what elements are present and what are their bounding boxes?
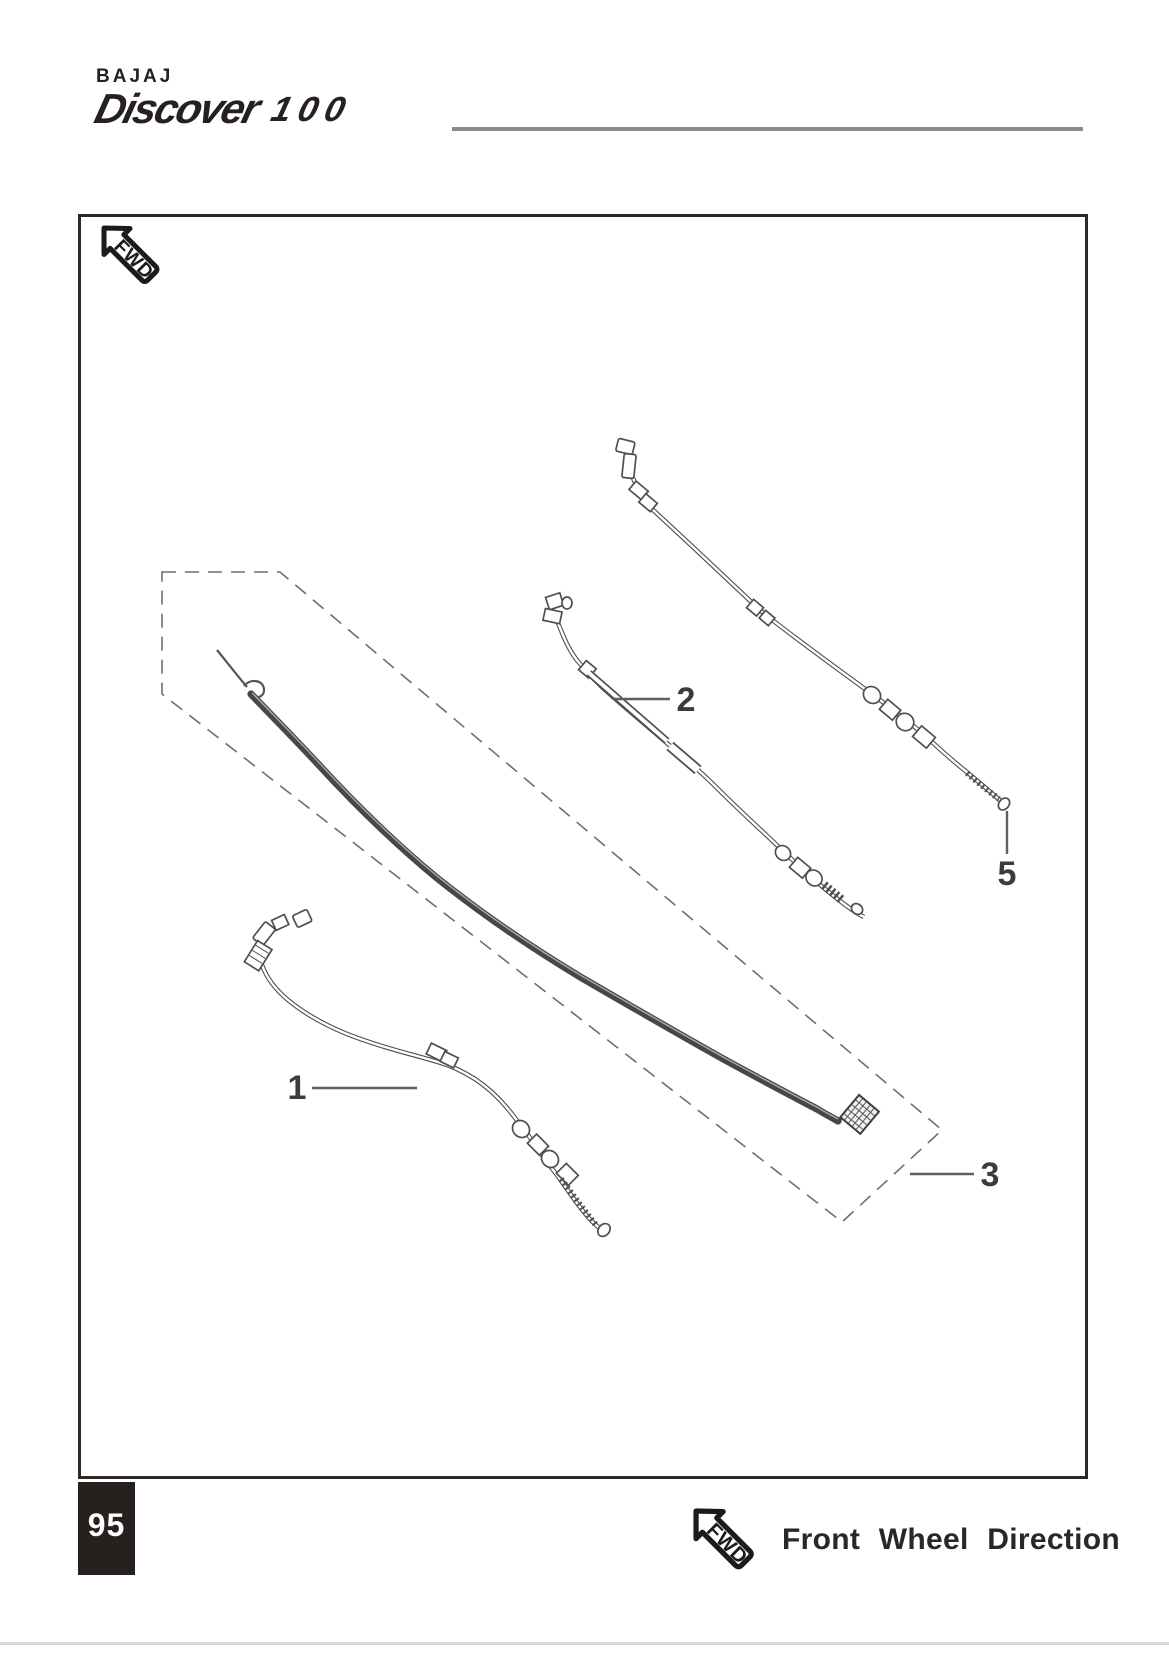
model-number-text: 100 (267, 90, 357, 129)
brand-logo (90, 66, 357, 132)
fwd-badge-label: FWD (702, 1519, 752, 1569)
callout-1: 1 (287, 1069, 307, 1107)
callout-5: 5 (997, 855, 1017, 893)
fwd-arrow-icon (672, 1497, 768, 1583)
model-script-text: Discover (90, 85, 264, 132)
dashed-outline (162, 572, 942, 1222)
fwd-arrow-icon (91, 217, 165, 289)
brand-model (90, 85, 357, 132)
page-number: 95 (87, 1507, 126, 1543)
cable-part-3 (217, 650, 879, 1134)
page-edge-line (0, 1642, 1169, 1645)
callout-3: 3 (980, 1156, 1000, 1194)
fwd-badge-label: FWD (109, 235, 159, 284)
cable-part-2 (543, 593, 865, 917)
footer (672, 1496, 1120, 1584)
parts-diagram (81, 217, 1085, 1476)
diagram-frame (78, 214, 1088, 1479)
footer-caption: Front Wheel Direction (782, 1523, 1120, 1556)
brand-name: BAJAJ (96, 66, 174, 87)
knurled-end-cap (840, 1095, 879, 1134)
callouts (288, 681, 1017, 1194)
header-rule (452, 127, 1083, 131)
page-number-box (78, 1482, 135, 1575)
callout-2: 2 (676, 681, 696, 719)
